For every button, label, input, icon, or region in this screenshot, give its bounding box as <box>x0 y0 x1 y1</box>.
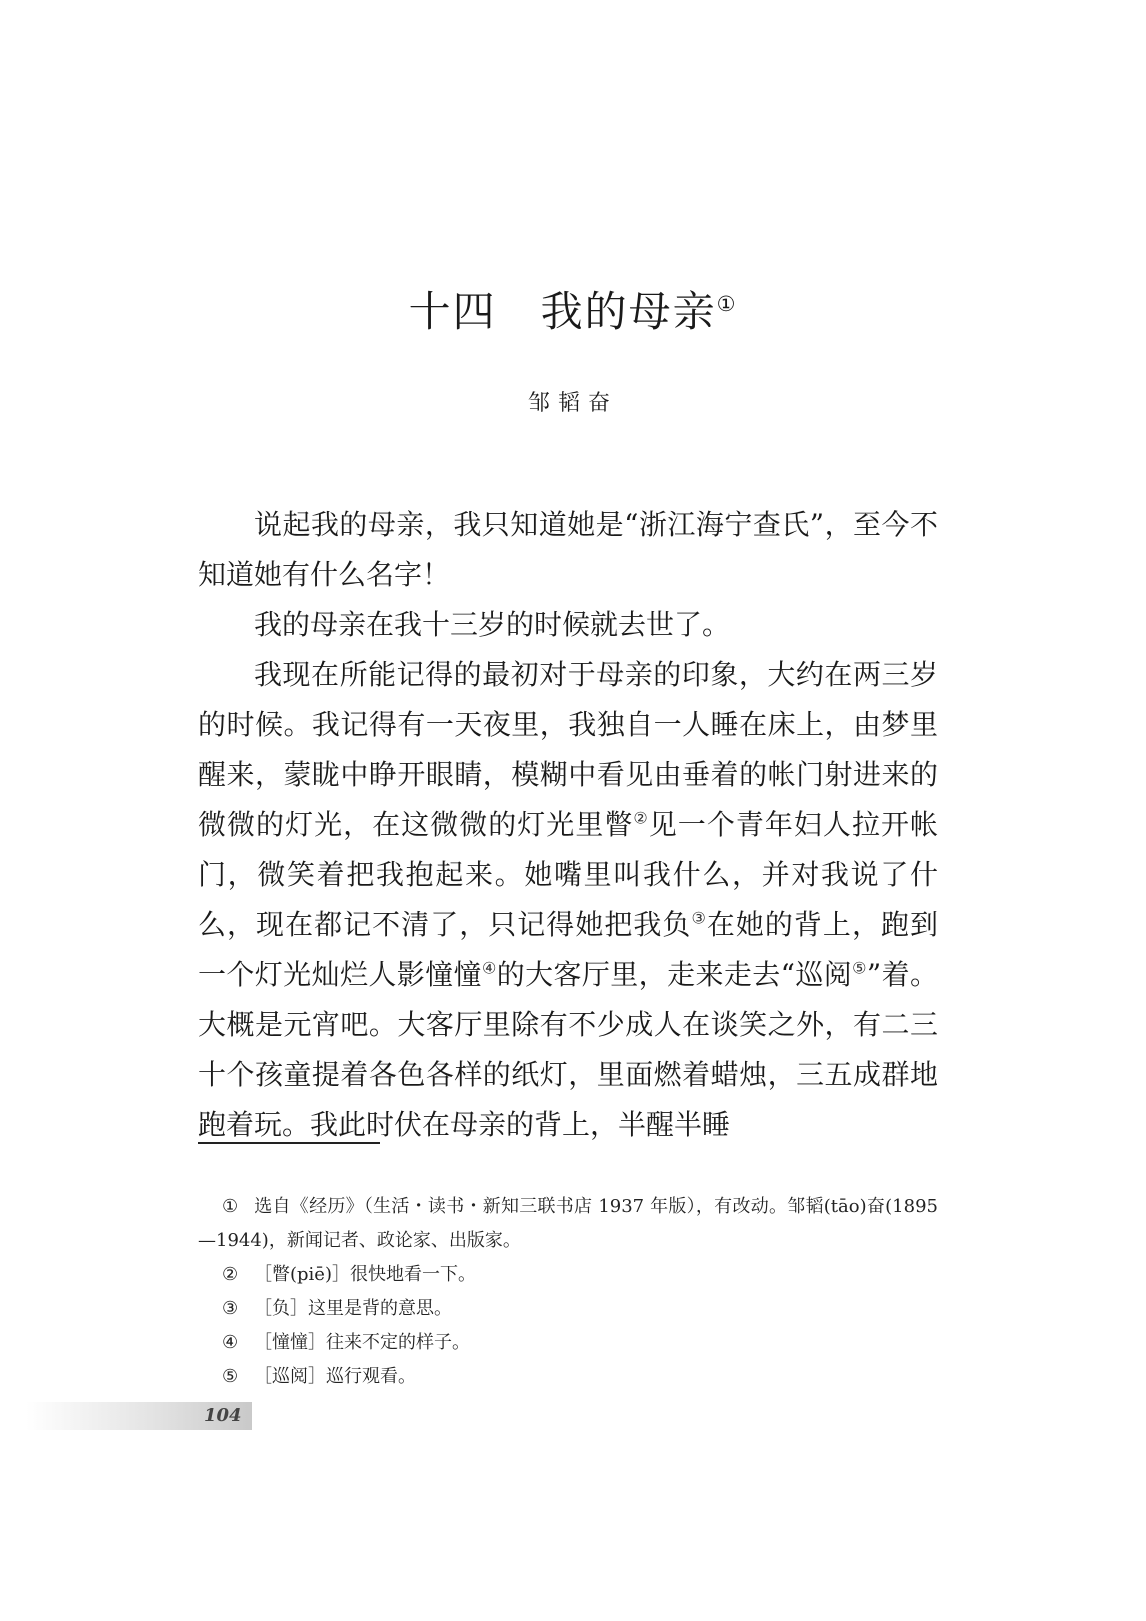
paragraph-text: 说起我的母亲，我只知道她是“浙江海宁查氏”，至今不知道她有什么名字！ <box>198 508 938 591</box>
chapter-title <box>0 282 1146 342</box>
footnote-text: ［憧憧］往来不定的样子。 <box>254 1332 470 1353</box>
footnote <box>198 1258 938 1292</box>
footnote <box>198 1326 938 1360</box>
page-number: 104 <box>204 1405 242 1426</box>
title-footnote-marker: ① <box>716 292 738 316</box>
paragraph <box>198 600 938 650</box>
footnote-reference: ③ <box>691 908 707 928</box>
body-text <box>198 500 938 1150</box>
footnote-reference: ④ <box>481 958 497 978</box>
paragraph <box>198 650 938 1150</box>
footnote <box>198 1190 938 1258</box>
chapter-number: 十四 <box>408 287 497 336</box>
footnote-text: 选自《经历》（生活・读书・新知三联书店 1937 年版），有改动。邹韬(tāo)奋(1895—1944)，新闻记者、政论家、出版家。 <box>198 1196 938 1251</box>
footnote-number: ① <box>222 1196 239 1217</box>
footnote-number: ② <box>222 1264 239 1285</box>
footnote-reference: ⑤ <box>852 958 867 978</box>
footnote <box>198 1292 938 1326</box>
footnote-text: ［瞥(piē)］很快地看一下。 <box>254 1264 476 1285</box>
footnote-text: ［巡阅］巡行观看。 <box>254 1366 416 1387</box>
footnote-text: ［负］这里是背的意思。 <box>254 1298 452 1319</box>
footnote-number: ⑤ <box>222 1366 239 1387</box>
footnote-divider <box>198 1142 380 1144</box>
footnote <box>198 1360 938 1394</box>
footnotes <box>198 1190 938 1394</box>
paragraph-text: ”着。大概是元宵吧。大客厅里除有不少成人在谈笑之外，有二三十个孩童提着各色各样的纸灯，里面燃着蜡烛，三五成群地跑着玩。我此时伏在母亲的背上，半醒半睡 <box>198 958 939 1141</box>
paragraph-text: 在她的背上，跑到一个灯光灿烂人影憧憧 <box>198 908 938 991</box>
footnote-number: ④ <box>222 1332 239 1353</box>
paragraph-text: 我现在所能记得的最初对于母亲的印象，大约在两三岁的时候。我记得有一天夜里，我独自一人睡在床上，由梦里醒来，蒙眬中睁开眼睛，模糊中看见由垂着的帐门射进来的微微的灯光，在这微微的灯光里瞥 <box>198 658 938 841</box>
footnote-reference: ② <box>633 808 649 828</box>
chapter-title-text: 我的母亲 <box>540 287 717 336</box>
paragraph-text: 的大客厅里，走来走去“巡阅 <box>496 958 853 991</box>
paragraph-text: 我的母亲在我十三岁的时候就去世了。 <box>254 608 731 641</box>
paragraph <box>198 500 938 600</box>
author-name: 邹韬奋 <box>527 391 618 416</box>
paragraph-text: 见一个青年妇人拉开帐门，微笑着把我抱起来。她嘴里叫我什么，并对我说了什么，现在都记不清了，只记得她把我负 <box>198 808 938 941</box>
footnote-number: ③ <box>222 1298 239 1319</box>
